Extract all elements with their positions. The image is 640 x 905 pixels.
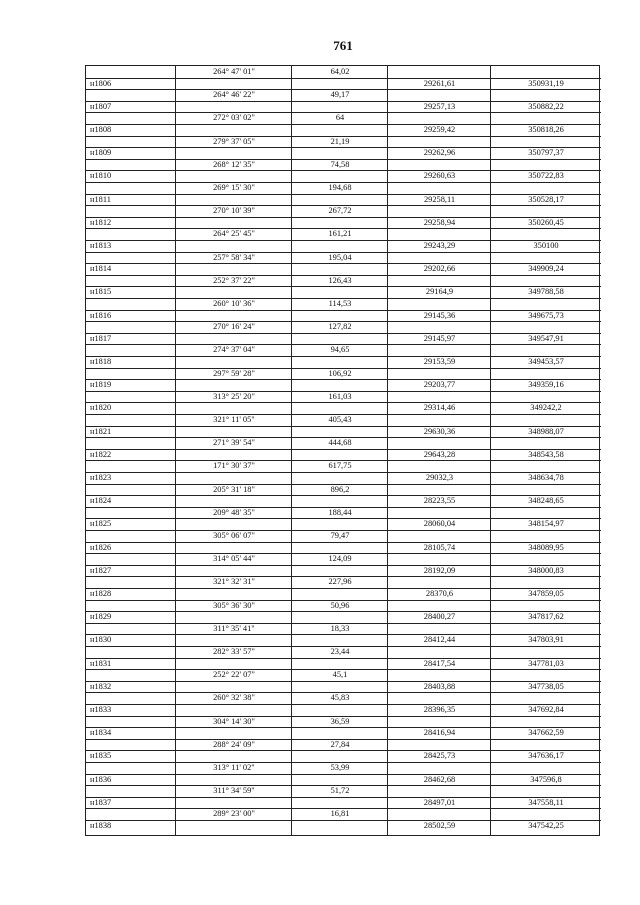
point-y-coordinate: 347636,17	[528, 751, 564, 761]
segment-length: 194,68	[328, 183, 352, 192]
point-name: н1821	[90, 426, 112, 436]
point-x-coordinate: 29032,3	[425, 473, 454, 482]
point-x-coordinate: 28502,59	[423, 821, 456, 830]
segment-length: 896,2	[330, 484, 350, 494]
point-x-coordinate: 28370,6	[425, 589, 454, 598]
segment-length: 18,33	[330, 623, 350, 633]
point-y-coordinate: 348089,95	[528, 542, 564, 552]
point-x-coordinate: 29243,29	[423, 241, 456, 250]
segment-length: 114,53	[328, 299, 352, 308]
segment-angle: 297° 59' 28"	[213, 368, 255, 378]
segment-length: 195,04	[328, 252, 352, 262]
segment-angle: 313° 25' 20"	[213, 391, 255, 401]
point-x-coordinate: 29258,11	[423, 194, 456, 204]
segment-length: 161,03	[328, 391, 352, 401]
segment-length: 21,19	[330, 136, 350, 146]
point-y-coordinate: 347692,84	[528, 705, 564, 714]
point-y-coordinate: 350931,19	[528, 78, 564, 88]
point-y-coordinate: 350818,26	[528, 125, 564, 134]
segment-angle: 264° 47' 01"	[213, 67, 255, 76]
point-y-coordinate: 349359,16	[528, 380, 564, 390]
point-name: н1812	[90, 217, 112, 227]
point-y-coordinate: 347558,11	[528, 797, 564, 807]
point-x-coordinate: 29643,28	[423, 449, 456, 459]
segment-length: 27,84	[330, 739, 350, 749]
segment-length: 64	[335, 113, 345, 123]
point-name: н1826	[90, 542, 112, 552]
segment-length: 74,58	[330, 159, 350, 169]
segment-angle: 264° 25' 45"	[213, 229, 255, 239]
point-name: н1828	[90, 589, 112, 598]
point-name: н1824	[90, 496, 112, 506]
point-name: н1807	[90, 101, 112, 111]
page-number: 761	[333, 38, 353, 53]
segment-length: 50,96	[330, 600, 350, 610]
point-x-coordinate: 28223,55	[423, 496, 456, 506]
segment-length: 79,47	[330, 531, 350, 540]
point-y-coordinate: 349675,73	[528, 310, 564, 320]
point-name: н1833	[90, 705, 112, 714]
coordinates-table	[85, 65, 600, 836]
point-x-coordinate: 28416,94	[423, 728, 456, 738]
segment-length: 188,44	[328, 507, 352, 517]
point-name: н1829	[90, 612, 112, 622]
segment-length: 127,82	[328, 322, 352, 332]
point-y-coordinate: 348988,07	[528, 426, 564, 436]
segment-angle: 321° 32' 31"	[213, 577, 255, 587]
point-x-coordinate: 28396,35	[423, 705, 456, 714]
segment-angle: 260° 10' 36"	[213, 299, 255, 308]
point-x-coordinate: 29164,9	[425, 287, 454, 297]
point-y-coordinate: 349788,58	[528, 287, 564, 297]
point-x-coordinate: 29145,97	[423, 333, 456, 343]
segment-angle: 268° 12' 35"	[213, 159, 255, 169]
point-x-coordinate: 28060,04	[423, 519, 456, 529]
segment-angle: 205° 31' 18"	[213, 484, 255, 494]
point-y-coordinate: 350260,45	[528, 217, 564, 227]
point-name: н1838	[90, 821, 112, 830]
point-name: н1832	[90, 681, 112, 691]
segment-angle: 305° 06' 07"	[213, 531, 255, 540]
point-y-coordinate: 348248,65	[528, 496, 564, 506]
point-x-coordinate: 28417,54	[423, 658, 456, 668]
segment-length: 16,81	[330, 809, 350, 819]
point-name: н1834	[90, 728, 112, 738]
point-x-coordinate: 29261,61	[423, 78, 456, 88]
point-y-coordinate: 347817,62	[528, 612, 564, 622]
point-x-coordinate: 28462,68	[423, 774, 456, 784]
point-x-coordinate: 28400,27	[423, 612, 456, 622]
segment-length: 64,02	[330, 67, 350, 76]
point-name: н1809	[90, 148, 112, 158]
point-y-coordinate: 350722,83	[528, 171, 564, 181]
segment-length: 51,72	[330, 786, 350, 796]
segment-angle: 252° 22' 07"	[213, 670, 255, 680]
segment-angle: 252° 37' 22"	[213, 275, 255, 285]
point-x-coordinate: 28497,01	[423, 797, 456, 807]
point-y-coordinate: 348543,58	[528, 449, 564, 459]
point-y-coordinate: 347781,03	[528, 658, 564, 668]
segment-length: 124,09	[328, 554, 352, 564]
point-name: н1820	[90, 403, 112, 413]
segment-length: 23,44	[330, 647, 350, 656]
point-y-coordinate: 350528,17	[528, 194, 564, 204]
point-x-coordinate: 28105,74	[423, 542, 456, 552]
point-x-coordinate: 29257,13	[423, 101, 456, 111]
segment-length: 161,21	[328, 229, 352, 239]
point-name: н1819	[90, 380, 112, 390]
segment-angle: 209° 48' 35"	[213, 507, 255, 517]
segment-angle: 260° 32' 38"	[213, 693, 255, 703]
segment-angle: 272° 03' 02"	[213, 113, 255, 123]
segment-length: 617,75	[328, 461, 352, 471]
point-x-coordinate: 29262,96	[423, 148, 456, 158]
point-name: н1818	[90, 357, 112, 366]
point-y-coordinate: 350882,22	[528, 101, 564, 111]
segment-length: 53,99	[330, 763, 350, 772]
point-y-coordinate: 348154,97	[528, 519, 564, 529]
segment-length: 49,17	[330, 90, 350, 100]
point-name: н1835	[90, 751, 112, 761]
segment-angle: 313° 11' 02"	[213, 763, 255, 772]
point-y-coordinate: 349909,24	[528, 264, 564, 274]
point-name: н1806	[90, 78, 112, 88]
point-x-coordinate: 29203,77	[423, 380, 456, 390]
point-y-coordinate: 347662,59	[528, 728, 564, 738]
segment-length: 227,96	[328, 577, 352, 587]
segment-angle: 282° 33' 57"	[213, 647, 255, 656]
point-y-coordinate: 347859,05	[528, 589, 564, 598]
segment-angle: 270° 16' 24"	[213, 322, 255, 332]
point-name: н1825	[90, 519, 112, 529]
point-name: н1831	[90, 658, 112, 668]
point-name: н1836	[90, 774, 112, 784]
point-y-coordinate: 347596,8	[530, 774, 562, 784]
point-name: н1813	[90, 241, 112, 250]
segment-length: 444,68	[328, 438, 352, 448]
segment-angle: 311° 34' 59"	[213, 786, 255, 796]
point-name: н1827	[90, 565, 112, 575]
point-name: н1815	[90, 287, 112, 297]
point-name: н1814	[90, 264, 112, 274]
segment-length: 126,43	[328, 275, 352, 285]
point-x-coordinate: 28425,73	[423, 751, 456, 761]
point-y-coordinate: 349453,57	[528, 357, 564, 366]
segment-angle: 271° 39' 54"	[213, 438, 255, 448]
point-name: н1823	[90, 473, 112, 482]
point-y-coordinate: 349547,91	[528, 333, 564, 343]
segment-length: 106,92	[328, 368, 352, 378]
segment-angle: 264° 46' 22"	[213, 90, 255, 100]
point-y-coordinate: 347738,05	[528, 681, 564, 691]
point-x-coordinate: 29145,36	[423, 310, 456, 320]
point-x-coordinate: 28192,09	[423, 565, 456, 575]
segment-angle: 274° 37' 04"	[213, 345, 255, 355]
point-x-coordinate: 29630,36	[423, 426, 456, 436]
point-x-coordinate: 29260,63	[423, 171, 456, 181]
point-x-coordinate: 29202,66	[423, 264, 456, 274]
point-x-coordinate: 28412,44	[423, 635, 456, 645]
point-y-coordinate: 347542,25	[528, 821, 564, 830]
segment-length: 36,59	[330, 716, 350, 726]
segment-angle: 257° 58' 34"	[213, 252, 255, 262]
point-y-coordinate: 348634,78	[528, 473, 564, 482]
segment-angle: 270° 10' 39"	[213, 206, 255, 216]
segment-angle: 171° 30' 37"	[213, 461, 255, 471]
point-y-coordinate: 348000,83	[528, 565, 564, 575]
point-name: н1810	[90, 171, 112, 181]
point-name: н1830	[90, 635, 112, 645]
segment-length: 45,83	[330, 693, 350, 703]
segment-length: 45,1	[332, 670, 348, 680]
segment-angle: 305° 36' 30"	[213, 600, 255, 610]
point-x-coordinate: 28403,88	[423, 681, 456, 691]
point-name: н1808	[90, 125, 112, 134]
segment-angle: 269° 15' 30"	[213, 183, 255, 192]
point-y-coordinate: 350100	[533, 241, 559, 250]
segment-angle: 289° 23' 00"	[213, 809, 255, 819]
point-name: н1822	[90, 449, 112, 459]
point-x-coordinate: 29314,46	[423, 403, 456, 413]
segment-angle: 311° 35' 41"	[213, 623, 255, 633]
point-name: н1811	[90, 194, 111, 204]
point-x-coordinate: 29153,59	[423, 357, 456, 366]
point-y-coordinate: 347803,91	[528, 635, 564, 645]
segment-length: 94,65	[330, 345, 350, 355]
segment-angle: 314° 05' 44"	[213, 554, 255, 564]
segment-angle: 321° 11' 05"	[213, 415, 255, 424]
segment-length: 405,43	[328, 415, 352, 424]
segment-angle: 288° 24' 09"	[213, 739, 255, 749]
segment-length: 267,72	[328, 206, 352, 216]
point-name: н1837	[90, 797, 112, 807]
point-y-coordinate: 350797,37	[528, 148, 564, 158]
point-x-coordinate: 29258,94	[423, 217, 456, 227]
point-y-coordinate: 349242,2	[530, 403, 562, 413]
point-name: н1817	[90, 333, 112, 343]
segment-angle: 304° 14' 30"	[213, 716, 255, 726]
point-x-coordinate: 29259,42	[423, 125, 456, 134]
point-name: н1816	[90, 310, 112, 320]
segment-angle: 279° 37' 05"	[213, 136, 255, 146]
